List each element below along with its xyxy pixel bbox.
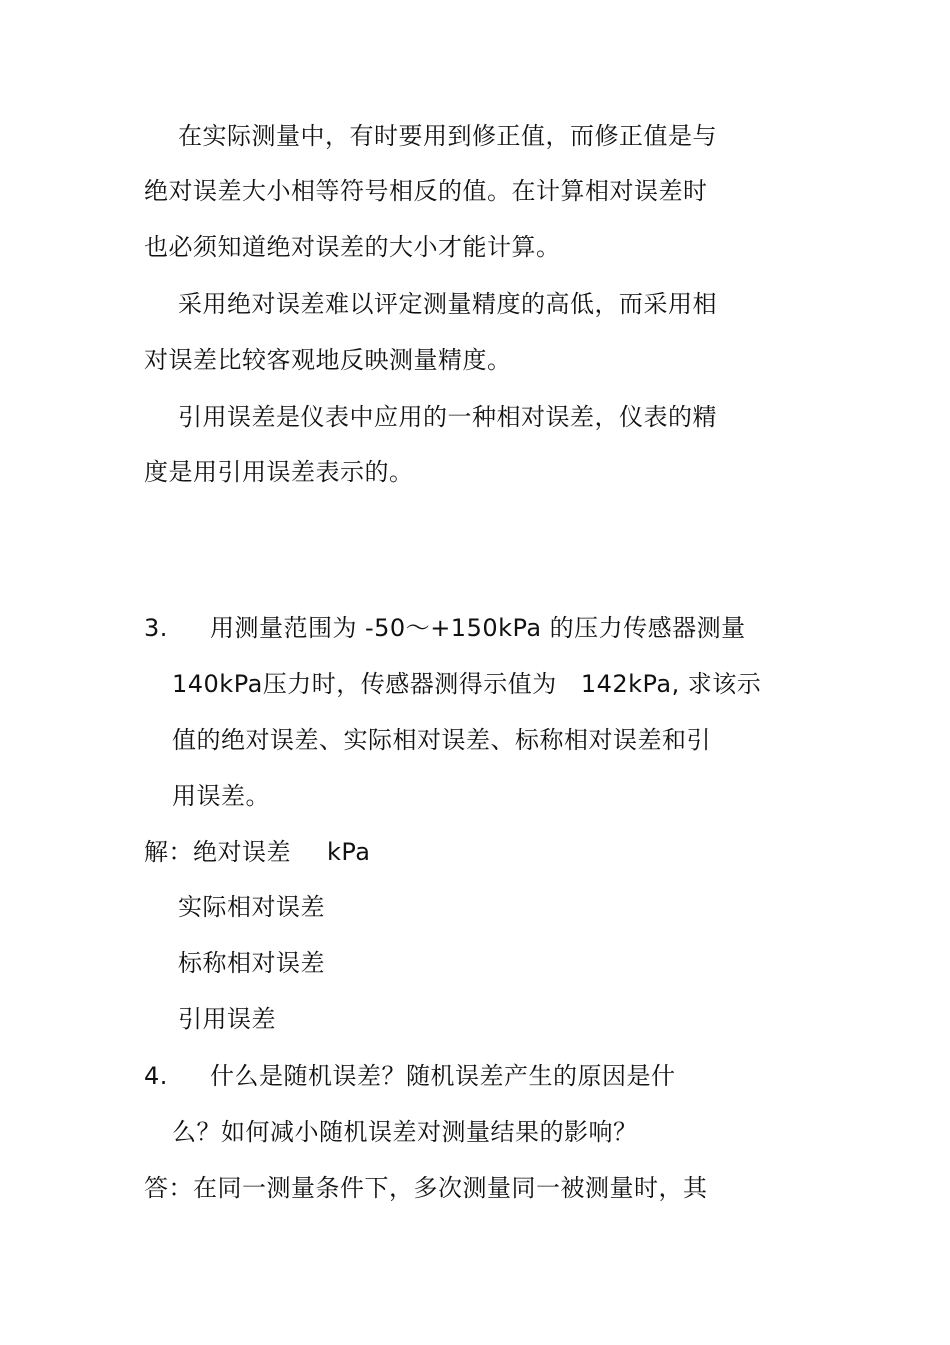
question-3-reading: 142kPa,	[580, 670, 680, 698]
answer-3-label: 解：	[144, 838, 193, 866]
answer-3-actual-relative: 实际相对误差	[178, 893, 325, 921]
paragraph-3-line-2: 度是用引用误差表示的。	[144, 458, 414, 486]
paragraph-2-line-2: 对误差比较客观地反映测量精度。	[144, 346, 512, 374]
question-3-text-c: 的压力传感器测量	[549, 614, 746, 642]
paragraph-3-line-1: 引用误差是仪表中应用的一种相对误差，仪表的精	[178, 403, 717, 431]
question-3-line-3: 值的绝对误差、实际相对误差、标称相对误差和引	[172, 726, 711, 754]
question-3-number: 3.	[144, 614, 168, 642]
answer-3-abs-line	[144, 837, 371, 867]
answer-4-line-1	[144, 1173, 708, 1203]
question-3-range: -50～+150kPa	[365, 614, 542, 642]
answer-4-text: 在同一测量条件下，多次测量同一被测量时，其	[193, 1174, 708, 1202]
question-3-line-2	[172, 669, 761, 699]
answer-3-reference: 引用误差	[178, 1005, 276, 1033]
question-3-text-a: 用测量范围为	[210, 614, 357, 642]
answer-3-abs-unit: kPa	[327, 838, 371, 866]
paragraph-1-line-3: 也必须知道绝对误差的大小才能计算。	[144, 233, 561, 261]
paragraph-1-line-2: 绝对误差大小相等符号相反的值。在计算相对误差时	[144, 177, 708, 205]
paragraph-1-line-1: 在实际测量中，有时要用到修正值，而修正值是与	[178, 122, 717, 150]
paragraph-2-line-1: 采用绝对误差难以评定测量精度的高低，而采用相	[178, 290, 717, 318]
question-4-text-1: 什么是随机误差？随机误差产生的原因是什	[210, 1062, 676, 1090]
question-4-line-2: 么？如何减小随机误差对测量结果的影响？	[172, 1118, 638, 1146]
question-3-text-e: 求该示	[687, 670, 762, 698]
answer-3-nominal-relative: 标称相对误差	[178, 949, 325, 977]
answer-4-label: 答：	[144, 1174, 193, 1202]
question-3-line-4: 用误差。	[172, 782, 270, 810]
question-3-line-1	[144, 613, 746, 643]
question-3-text-d: 140kPa压力时，传感器测得示值为	[172, 670, 557, 698]
question-4-number: 4.	[144, 1062, 168, 1090]
question-4-line-1	[144, 1061, 676, 1091]
answer-3-abs-label: 绝对误差	[193, 838, 291, 866]
